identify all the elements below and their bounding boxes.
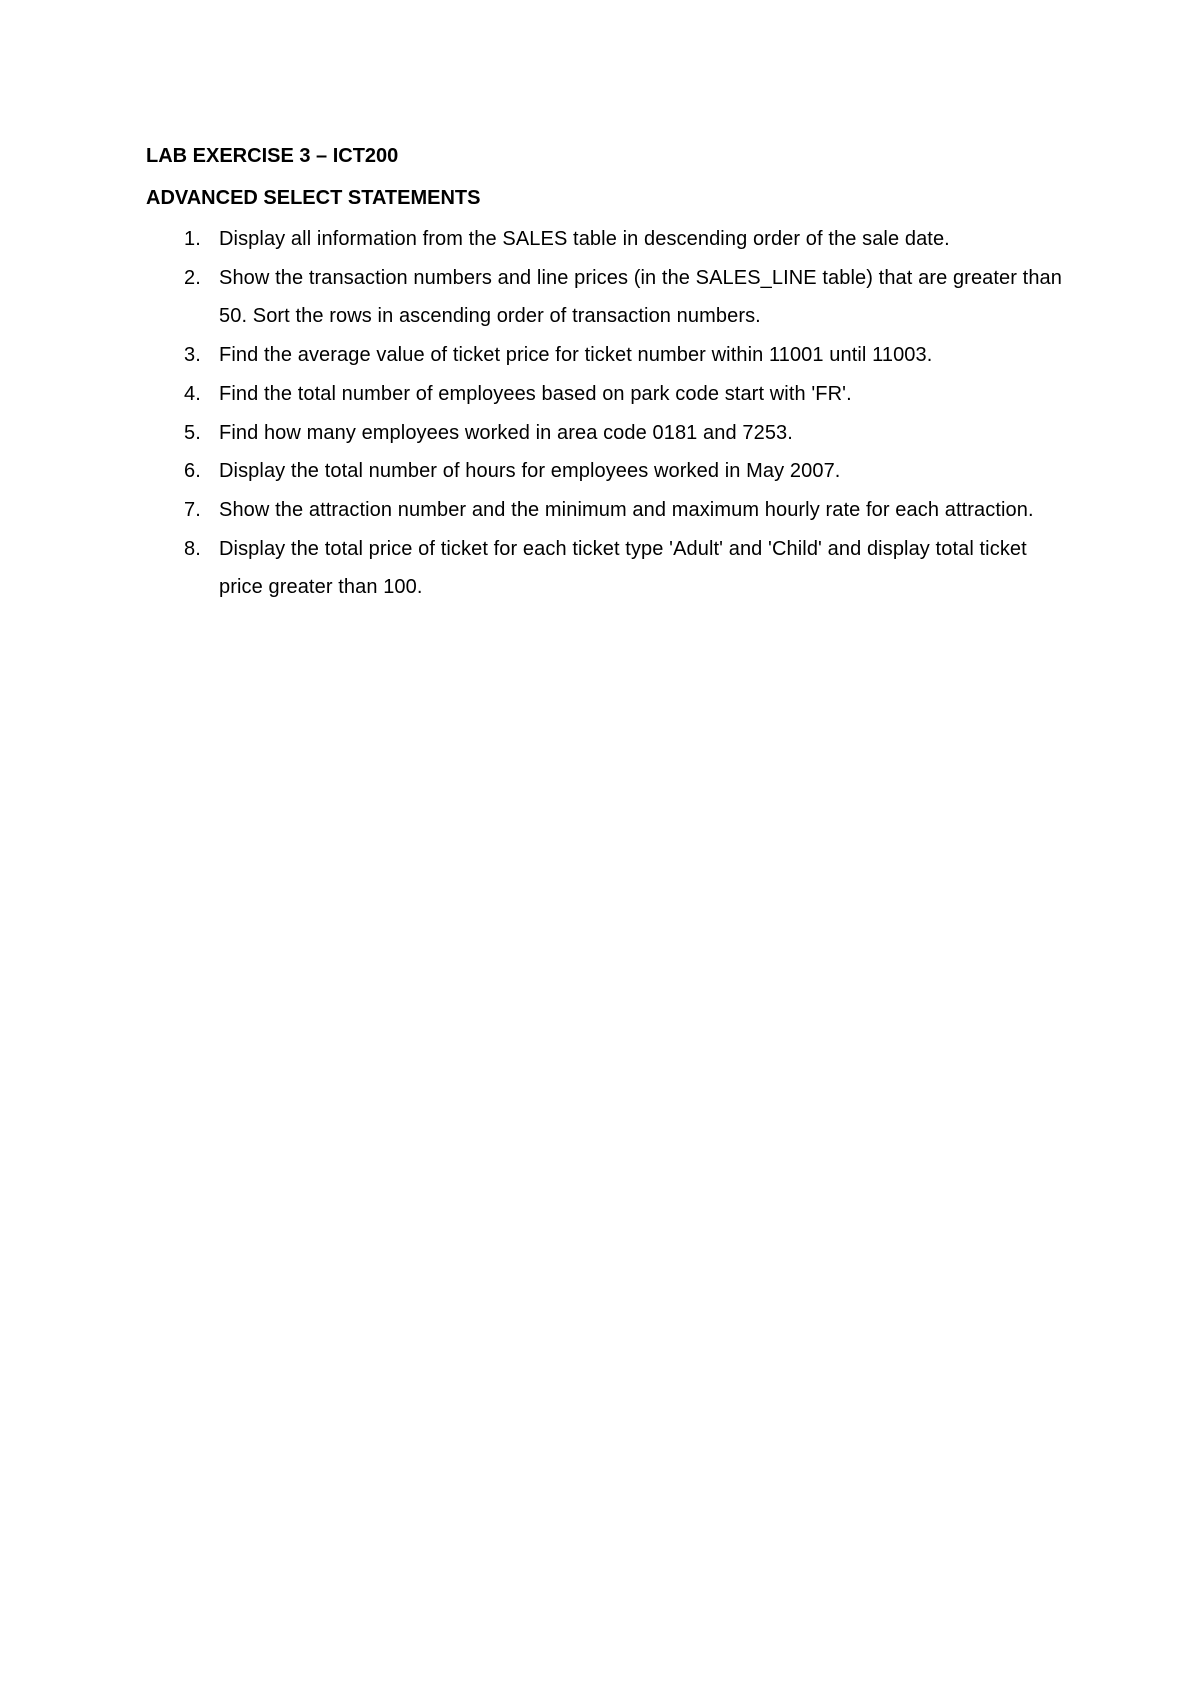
question-number: 3. (184, 344, 201, 367)
question-text: Find the total number of employees based on park code start with 'FR'. (219, 382, 852, 405)
question-text: Find the average value of ticket price for ticket number within 11001 until 11003. (219, 344, 933, 367)
question-text: Show the attraction number and the minimum and maximum hourly rate for each attraction. (219, 498, 1034, 521)
question-text: Display all information from the SALES table in descending order of the sale date. (219, 228, 950, 250)
question-item-4 (146, 375, 1076, 414)
question-number: 5. (184, 421, 201, 444)
question-text: Show the transaction numbers and line prices (in the SALES_LINE table) that are greater than 50. Sort the rows in ascending order of transaction numbers. (219, 266, 1063, 328)
document-title: LAB EXERCISE 3 – ICT200 (146, 145, 399, 167)
question-item-3 (146, 336, 1076, 375)
question-item-7 (146, 491, 1076, 530)
question-list (146, 220, 1076, 607)
question-number: 6. (184, 460, 201, 483)
question-text: Find how many employees worked in area code 0181 and 7253. (219, 421, 793, 444)
question-number: 1. (184, 228, 201, 250)
question-item-2 (146, 259, 1076, 336)
document-subtitle: ADVANCED SELECT STATEMENTS (146, 187, 481, 209)
question-number: 4. (184, 382, 201, 405)
question-item-1 (146, 220, 1076, 259)
question-item-5 (146, 414, 1076, 453)
question-text: Display the total number of hours for employees worked in May 2007. (219, 460, 841, 483)
question-text: Display the total price of ticket for each ticket type 'Adult' and 'Child' and display total ticket price greater than 100. (219, 537, 1027, 599)
document-content (146, 144, 1076, 607)
question-number: 2. (184, 266, 201, 289)
question-number: 7. (184, 498, 201, 521)
question-item-8 (146, 530, 1076, 607)
question-item-6 (146, 452, 1076, 491)
question-number: 8. (184, 537, 201, 560)
